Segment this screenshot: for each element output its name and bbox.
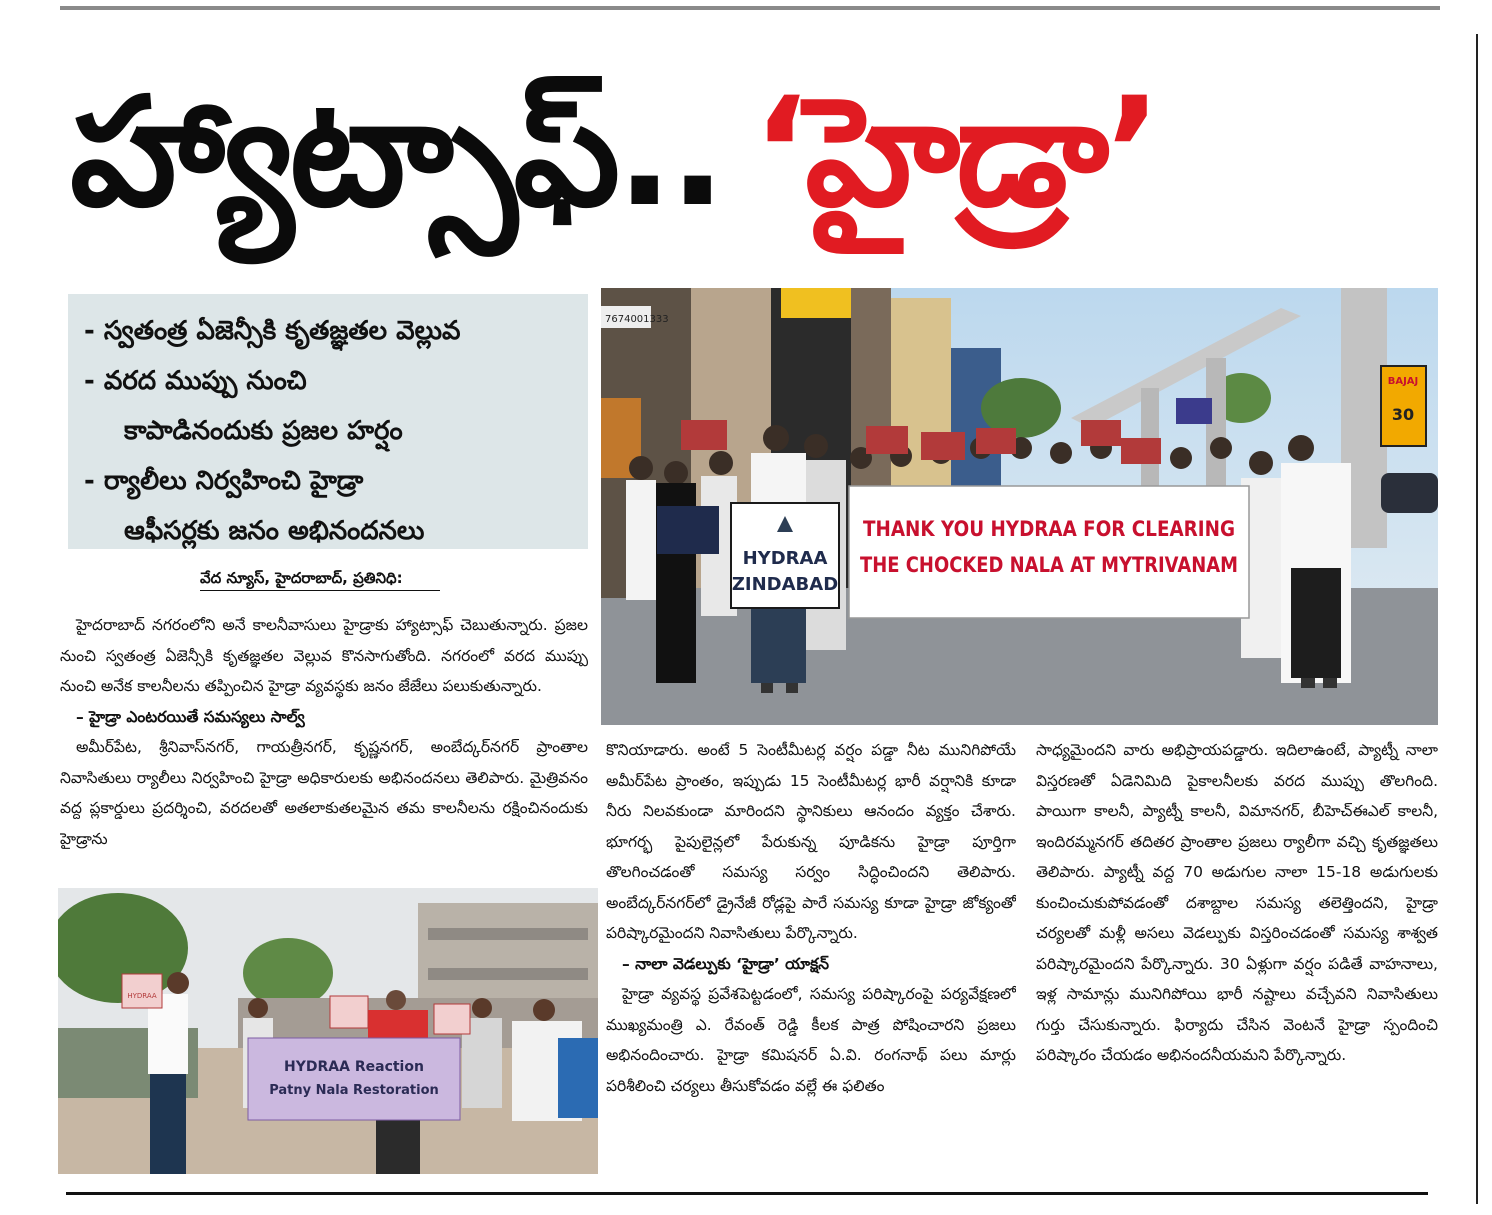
summary-item-continuation: కాపాడినందుకు ప్రజల హర్షం — [124, 416, 403, 446]
article-column-3 — [1036, 735, 1438, 1175]
placard-line2: ZINDABAD — [731, 574, 839, 595]
nala-banner — [248, 1038, 460, 1120]
summary-box — [68, 294, 588, 549]
top-rule — [60, 6, 1440, 10]
summary-item: - స్వతంత్ర ఏజెన్సీకి కృతజ్ఞతల వెల్లువ — [84, 316, 461, 346]
article-column-1 — [60, 610, 588, 880]
paragraph: అమీర్‌పేట, శ్రీనివాస్‌నగర్, గాయత్రీనగర్, కృష్ణనగర్, అంబేద్కర్‌నగర్ ప్రాంతాల నివాసితులు ర్యాలీలు నిర్వహించి హైడ్రా అధికారులకు అభినందనలు తెలిపారు. మైత్రివనం వద్ద ప్లకార్డులు ప్రదర్శించి, వరదలతో అతలాకుతలమైన తమ కాలనీలను రక్షించినందుకు హైడ్రాను — [60, 738, 588, 848]
small-sign-text: HYDRAA — [127, 992, 157, 1000]
paragraph: సాధ్యమైందని వారు అభిప్రాయపడ్డారు. ఇదిలాఉంటే, ప్యాట్నీ నాలా విస్తరణతో ఏడెనిమిది పైకాలనీలకు వరద ముప్పు తొలగింది. పాయిగా కాలనీ, ప్యాట్నీ కాలనీ, విమానగర్, బీహెచ్ఈఎల్ కాలనీ, ఇందిరమ్మనగర్ తదితర ప్రాంతాల ప్రజలు ర్యాలీగా వచ్చి కృతజ్ఞతలు తెలిపారు. ప్యాట్నీ వద్ద 70 అడుగుల నాలా 15-18 అడుగులకు కుంచించుకుపోవడంతో దశాబ్దాల సమస్య తలెత్తిందని, హైడ్రా చర్యలతో మళ్లీ అసలు వెడల్పుకు విస్తరించడంతో సమస్య శాశ్వత పరిష్కారమైందని పేర్కొన్నారు. 30 ఏళ్లుగా వర్షం పడితే వాహనాలు, ఇళ్ల సామాన్లు మునిగిపోయి భారీ నష్టాలు వచ్చేవని నివాసితులు గుర్తు చేసుకున్నారు. ఫిర్యాదు చేసిన వెంటనే హైడ్రా స్పందించి పరిష్కారం చేయడం అభినందనీయమని పేర్కొన్నారు. — [1036, 741, 1438, 1064]
paragraph: కొనియాడారు. అంటే 5 సెంటీమీటర్ల వర్షం పడ్డా నీట మునిగిపోయే అమీర్‌పేట ప్రాంతం, ఇప్పుడు 15 సెంటీమీటర్ల భారీ వర్షానికి కూడా నీరు నిలవకుండా మారిందని స్థానికులు ఆనందం వ్యక్తం చేశారు. భూగర్భ పైపులైన్లలో పేరుకున్న పూడికను హైడ్రా పూర్తిగా తొలగించడంతో సమస్య సర్వం సిద్ధించిందని తెలిపారు. అంబేద్కర్‌నగర్‌లో డ్రైనేజీ రోడ్లపై పారే సమస్య కూడా హైడ్రా జోక్యంతో పరిష్కారమైందని నివాసితులు పేర్కొన్నారు. — [606, 741, 1016, 942]
rally-photo-main — [601, 288, 1438, 725]
subheading: – హైడ్రా ఎంటరయితే సమస్యలు సాల్వ్ — [76, 707, 305, 726]
summary-item-text: - వరద ముప్పు నుంచి — [84, 366, 307, 396]
article-column-2 — [606, 735, 1016, 1175]
placard-navy — [657, 506, 719, 554]
nala-banner-line2: Patny Nala Restoration — [269, 1083, 439, 1098]
summary-item-text: - ర్యాలీలు నిర్వహించి హైడ్రా — [84, 466, 364, 496]
column-divider-rule — [1476, 34, 1478, 1204]
bottom-rule — [66, 1192, 1428, 1195]
summary-item-continuation: ఆఫీసర్లకు జనం అభినందనలు — [124, 516, 425, 546]
headline-part-red: ‘హైడ్రా’ — [752, 66, 1159, 240]
rally-photo-small — [58, 888, 598, 1174]
banner-line1: THANK YOU HYDRAA FOR CLEARING — [863, 517, 1235, 541]
shop-number-text: 7674001333 — [605, 314, 669, 325]
placard-line1: HYDRAA — [742, 548, 828, 569]
nala-photo-illustration — [58, 888, 598, 1174]
subheading: – నాలా వెడల్పుకు ‘హైడ్రా’ యాక్షన్ — [622, 954, 830, 973]
summary-item — [84, 456, 572, 549]
byline: వేద న్యూస్, హైదరాబాద్, ప్రతినిధి: — [200, 566, 440, 591]
nala-banner-line1: HYDRAA Reaction — [284, 1059, 424, 1075]
main-banner — [849, 486, 1249, 618]
billboard-brand-text: BAJAJ — [1387, 376, 1419, 387]
headline — [70, 28, 1450, 278]
rally-photo-illustration — [601, 288, 1438, 725]
banner-line2: THE CHOCKED NALA AT MYTRIVANAM — [860, 553, 1238, 577]
billboard-number-text: 30 — [1391, 405, 1415, 424]
paragraph: హైదరాబాద్ నగరంలోని అనే కాలనీవాసులు హైడ్రాకు హ్యాట్సాఫ్ చెబుతున్నారు. ప్రజల నుంచి స్వతంత్ర ఏజెన్సీకి కృతజ్ఞతల వెల్లువ కొనసాగుతోంది. నగరంలో వరద ముప్పు నుంచి అనేక కాలనీలను తప్పించిన హైడ్రా వ్యవస్థకు జనం జేజేలు పలుకుతున్నారు. — [60, 616, 588, 695]
summary-item — [84, 356, 572, 456]
headline-part-black: హ్యాట్సాఫ్.. — [70, 66, 723, 240]
paragraph: హైడ్రా వ్యవస్థ ప్రవేశపెట్టడంలో, సమస్య పరిష్కారంపై పర్యవేక్షణలో ముఖ్యమంత్రి ఎ. రేవంత్ రెడ్డి కీలక పాత్ర పోషించారని ప్రజలు అభినందించారు. హైడ్రా కమిషనర్ ఏ.వి. రంగనాథ్ పలు మార్లు పరిశీలించి చర్యలు తీసుకోవడం వల్లే ఈ ఫలితం — [606, 985, 1016, 1095]
